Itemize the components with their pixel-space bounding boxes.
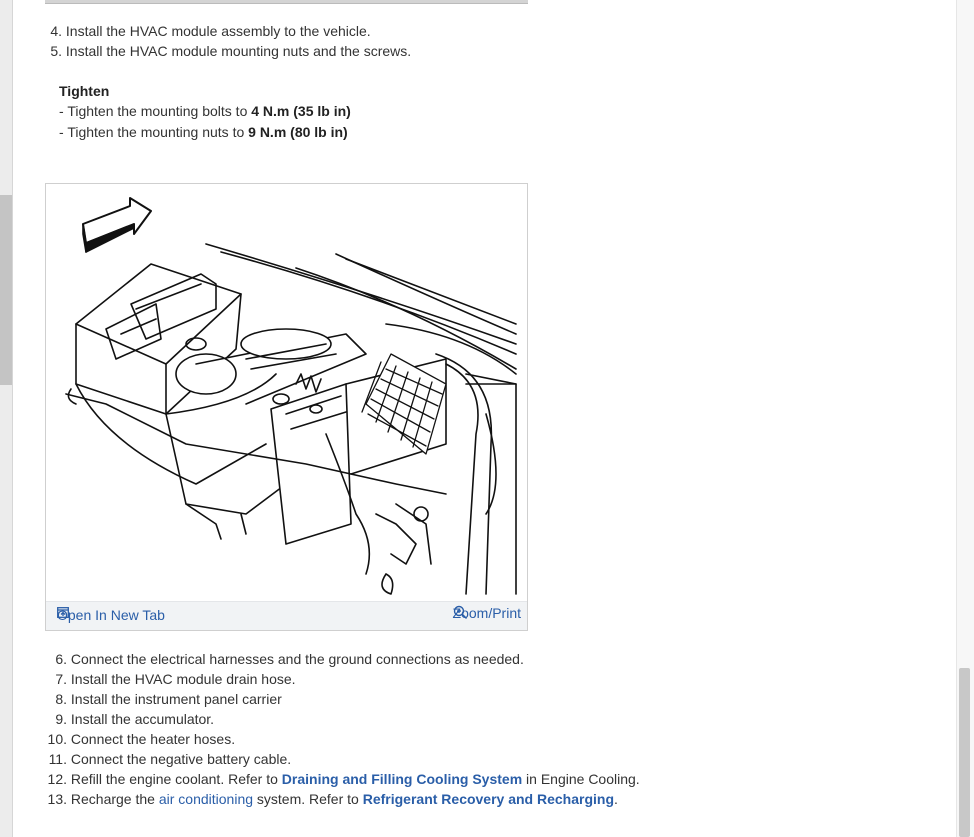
list-item: 4. Install the HVAC module assembly to the vehicle. (50, 23, 371, 39)
tighten-spec (59, 81, 351, 143)
list-item: 10. Connect the heater hoses. (47, 731, 236, 747)
outer-scrollbar-thumb[interactable] (0, 195, 12, 385)
draining-filling-cooling-link[interactable]: Draining and Filling Cooling System (281, 771, 523, 787)
list-item: 5. Install the HVAC module mounting nuts and the screws. (50, 43, 412, 59)
list-item: 12. Refill the engine coolant. Refer to Draining and Filling Cooling System in Engine Cooling. (47, 771, 640, 787)
tighten-item: - Tighten the mounting bolts to 4 N.m (35 lb in) (59, 103, 351, 119)
list-item: 8. Install the instrument panel carrier (55, 691, 282, 707)
previous-figure-bottom-edge (45, 0, 528, 4)
list-item: 11. Connect the negative battery cable. (48, 751, 292, 767)
scrollbar-thumb[interactable] (959, 668, 970, 837)
zoom-icon (453, 605, 468, 620)
steps-list-after (40, 649, 640, 809)
list-item: 13. Recharge the air conditioning system. Refer to Refrigerant Recovery and Recharging. (47, 791, 618, 807)
tighten-item: - Tighten the mounting nuts to 9 N.m (80 lb in) (59, 124, 348, 140)
tighten-title: Tighten (59, 83, 110, 99)
list-item: 6. Connect the electrical harnesses and the ground connections as needed. (55, 651, 524, 667)
list-item: 7. Install the HVAC module drain hose. (55, 671, 296, 687)
outer-left-gutter (0, 0, 12, 837)
content-left-border (12, 0, 13, 837)
figure-toolbar (46, 601, 527, 630)
steps-list-before (40, 21, 411, 61)
refrigerant-recovery-link[interactable]: Refrigerant Recovery and Recharging (362, 791, 615, 807)
list-item: 9. Install the accumulator. (55, 711, 215, 727)
open-in-new-tab-link[interactable]: Open In New Tab (57, 607, 165, 623)
air-conditioning-link[interactable]: air conditioning (158, 791, 254, 807)
open-new-tab-icon (57, 607, 69, 618)
hvac-line-drawing (46, 184, 527, 602)
zoom-print-link[interactable]: Zoom/Print (452, 605, 521, 621)
hvac-module-illustration (45, 183, 528, 631)
